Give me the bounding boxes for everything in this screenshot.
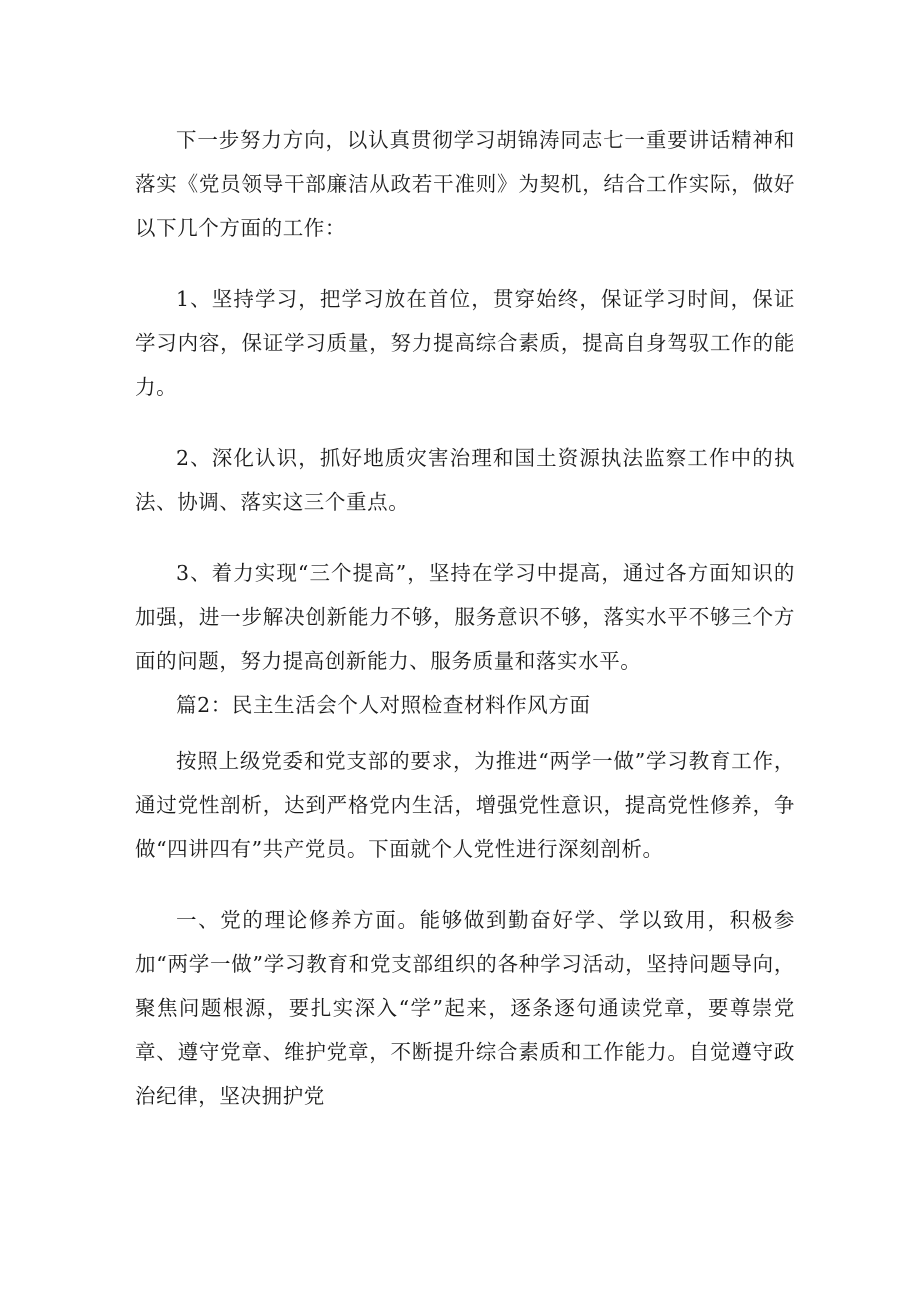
paragraph-item-1: 1、坚持学习，把学习放在首位，贯穿始终，保证学习时间，保证学习内容，保证学习质量，努力提高综合素质，提高自身驾驭工作的能力。 <box>135 287 795 399</box>
paragraph-theory: 一、党的理论修养方面。能够做到勤奋好学、学以致用，积极参加“两学一做”学习教育和党支部组织的各种学习活动，坚持问题导向，聚焦问题根源，要扎实深入“学”起来，逐条逐句通读党章，要尊崇党章、遵守党章、维护党章，不断提升综合素质和工作能力。自觉遵守政治纪律，坚决拥护党 <box>135 908 795 1108</box>
paragraph-item-3: 3、着力实现“三个提高”，坚持在学习中提高，通过各方面知识的加强，进一步解决创新能力不够，服务意识不够，落实水平不够三个方面的问题，努力提高创新能力、服务质量和落实水平。 <box>135 561 795 673</box>
paragraph-item-2: 2、深化认识，抓好地质灾害治理和国土资源执法监察工作中的执法、协调、落实这三个重点。 <box>135 446 795 514</box>
paragraph-next-steps: 下一步努力方向，以认真贯彻学习胡锦涛同志七一重要讲话精神和落实《党员领导干部廉洁从政若干准则》为契机，结合工作实际，做好以下几个方面的工作： <box>135 128 795 240</box>
document-body <box>135 118 795 1118</box>
section-heading: 篇2：民主生活会个人对照检查材料作风方面 <box>176 693 591 717</box>
paragraph-intro: 按照上级党委和党支部的要求，为推进“两学一做”学习教育工作，通过党性剖析，达到严格党内生活，增强党性意识，提高党性修养，争做“四讲四有”共产党员。下面就个人党性进行深刻剖析。 <box>135 749 795 861</box>
